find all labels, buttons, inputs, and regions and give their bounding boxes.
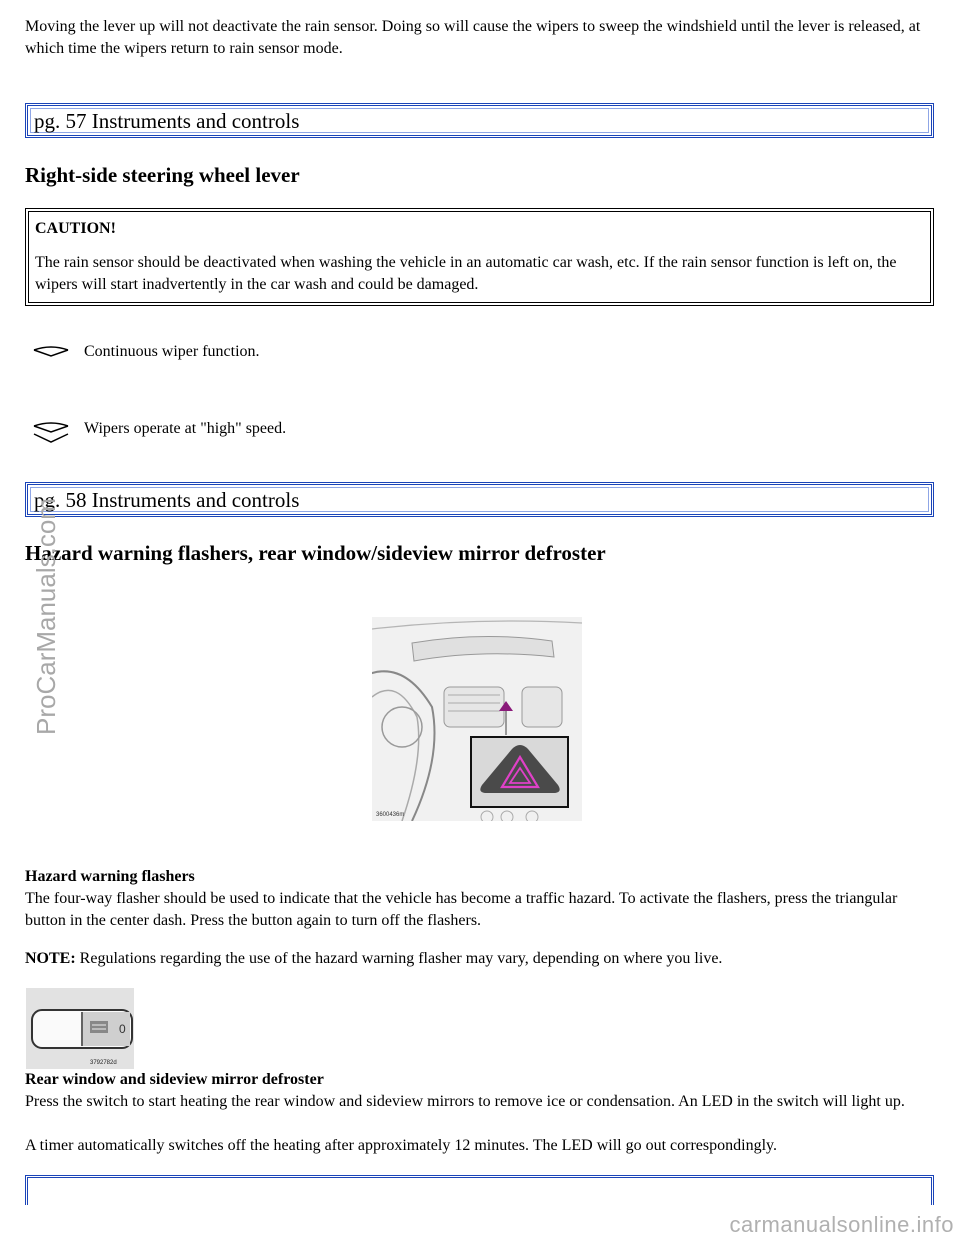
hazard-figure-code: 3600436m [376,812,405,818]
section-title-steering-lever: Right-side steering wheel lever [25,163,300,187]
high-speed-wiper-label: Wipers operate at "high" speed. [84,420,287,437]
section-title-hazard: Hazard warning flashers, rear window/sideview mirror defroster [25,541,606,565]
high-speed-wiper-icon [30,420,72,448]
hazard-heading: Hazard warning flashers [25,868,195,885]
footer-watermark: carmanualsonline.info [729,1212,954,1237]
defroster-figure-code: 3792782d [90,1060,117,1066]
hazard-button-illustration [372,617,582,821]
page-58-banner [25,482,934,517]
page-57-banner [25,103,934,138]
defroster-switch-mark: 0 [119,1022,126,1036]
defroster-body-2: A timer automatically switches off the heating after approximately 12 minutes. The LED will go out correspondingly. [25,1137,777,1154]
caution-title: CAUTION! [35,220,116,237]
page-58-label: pg. 58 Instruments and controls [34,488,300,512]
hazard-body: The four-way flasher should be used to indicate that the vehicle has become a traffic hazard. To activate the flashers, press the triangular button in the center dash. Press the button again to turn off the flashers. [25,890,898,929]
note-paragraph [25,948,930,970]
side-watermark: ProCarManuals.com [31,498,61,735]
continuous-wiper-label: Continuous wiper function. [84,343,260,360]
page-57-label: pg. 57 Instruments and controls [34,109,300,133]
note-label: NOTE: [25,950,76,967]
defroster-body-1: Press the switch to start heating the rear window and sideview mirrors to remove ice or condensation. An LED in the switch will light up. [25,1093,905,1110]
continuous-wiper-icon [30,340,72,368]
intro-paragraph: Moving the lever up will not deactivate the rain sensor. Doing so will cause the wipers to sweep the windshield until the lever is released, at which time the wipers return to rain sensor mode. [25,18,921,57]
defroster-switch-illustration [26,988,134,1069]
next-page-banner [25,1175,934,1205]
defroster-heading: Rear window and sideview mirror defroster [25,1071,324,1088]
caution-body: The rain sensor should be deactivated when washing the vehicle in an automatic car wash, etc. If the rain sensor function is left on, the wipers will start inadvertently in the car wash and could be damaged. [35,254,897,293]
caution-box [25,208,934,306]
note-body: Regulations regarding the use of the hazard warning flasher may vary, depending on where you live. [75,950,723,967]
